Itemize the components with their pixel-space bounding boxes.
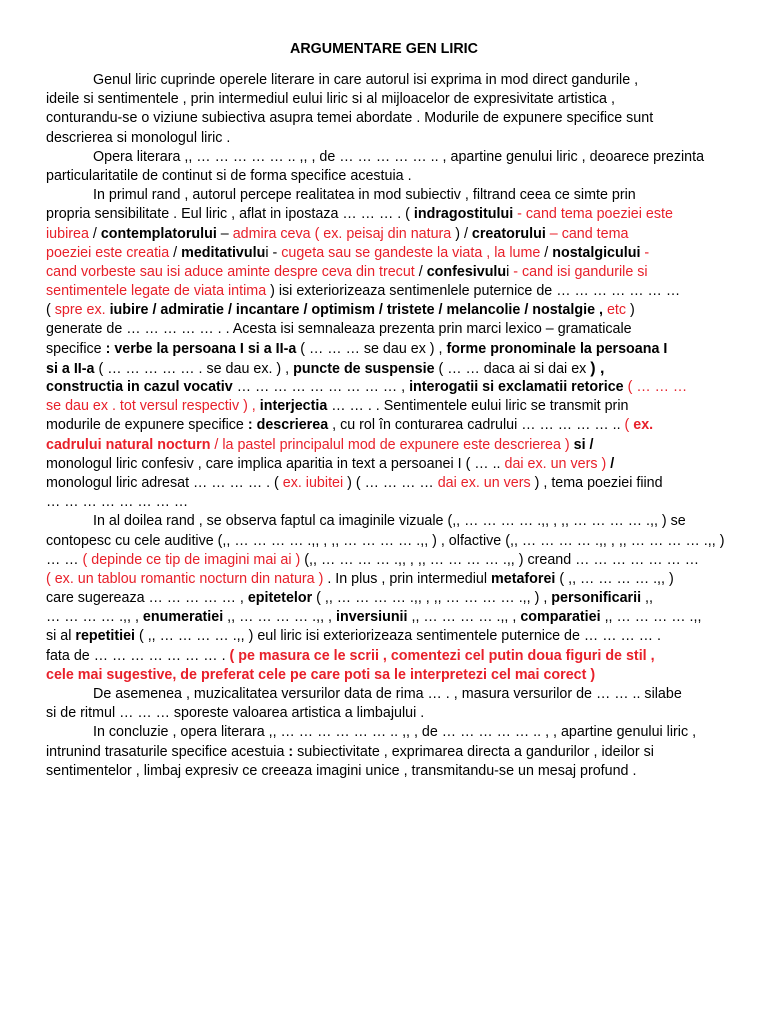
text-segment: / [88, 225, 101, 242]
bold-text: metaforei [491, 570, 556, 587]
text-line [46, 205, 725, 224]
text-line [46, 570, 725, 589]
hint-text: cadrului natural nocturn [46, 436, 211, 453]
text-segment: (,, … … … … .,, , ,, … … … … .,, ) creand … … … … … … … [300, 551, 700, 568]
bold-text: / [610, 455, 615, 472]
bold-text: personificarii [551, 590, 642, 607]
bold-text: : descrierea [247, 417, 329, 434]
text-segment: ) isi exteriorizeaza sentimenlele puternice de … … … … … … … [266, 283, 681, 300]
hint-text: ( depinde ce tip de imagini mai ai ) [82, 551, 301, 568]
text-line [46, 743, 725, 762]
text-segment: – [216, 225, 233, 242]
text-segment: ( ,, … … … … .,, , ,, … … … … .,, ) , [312, 590, 552, 607]
text-segment: In primul rand , autorul percepe realitatea in mod subiectiv , filtrand ceea ce simte prin [93, 187, 636, 204]
text-segment: ( … … … se dau ex ) , [296, 340, 447, 357]
text-line [46, 704, 725, 723]
text-line [46, 455, 725, 474]
hint-text: ex. [633, 417, 654, 434]
text-segment: fata de … … … … … … … . [46, 647, 230, 664]
text-segment: ( [46, 302, 55, 319]
text-segment: ,, … … … … .,, , [223, 609, 336, 626]
text-segment: si de ritmul … … … sporeste valoarea artistica a limbajului . [46, 705, 425, 722]
hint-text: ( … … … [627, 379, 688, 395]
text-segment: ( … … … … … . se dau ex. ) , [94, 360, 294, 377]
text-segment: … … … … … … … … [46, 494, 189, 511]
hint-text: - cand tema poeziei este [513, 206, 673, 223]
text-line [46, 167, 725, 186]
bold-text: puncte de suspensie [293, 360, 435, 377]
text-segment: propria sensibilitate . Eul liric , aflat in ipostaza … … … . ( [46, 206, 414, 223]
bold-text: : [288, 743, 294, 760]
text-segment: . In plus , prin intermediul [323, 570, 492, 587]
text-segment: ideile si sentimentele , prin intermediul eului liric si al mijloacelor de expresivitate artistica , [46, 91, 615, 108]
text-line [46, 532, 725, 551]
text-segment: / [414, 263, 427, 280]
hint-text: ( [624, 417, 634, 434]
bold-text: nostalgicului [552, 244, 641, 261]
text-line [46, 723, 725, 742]
bold-text: contemplatorului [100, 225, 217, 242]
text-segment: , cu rol în conturarea cadrului … … … … … .. [328, 417, 625, 434]
bold-text: ) , [590, 359, 605, 377]
text-line [46, 589, 725, 608]
text-line [46, 186, 725, 205]
text-line [46, 493, 725, 512]
text-segment: / [540, 244, 553, 261]
bold-text: epitetelor [247, 590, 313, 607]
text-segment: descrierea si monologul liric . [46, 129, 231, 146]
text-line [46, 647, 725, 666]
text-segment: Genul liric cuprinde operele literare in care autorul isi exprima in mod direct gandurile , [93, 72, 639, 88]
text-segment: sentimentelor , limbaj expresiv ce creeaza imagini unice , transmitandu-se un mesaj profund . [46, 762, 637, 779]
text-segment: In concluzie , opera literara ,, … … … … … … .. ,, , de … … … … … .. , , apartine genului liric , [93, 724, 697, 741]
text-line [46, 416, 725, 435]
text-segment: ) [626, 302, 635, 319]
text-segment: monologul liric adresat … … … … . ( [46, 474, 283, 491]
document-body [46, 71, 725, 781]
text-segment: ( ,, … … … … .,, ) [555, 570, 674, 587]
text-segment: ,, [641, 590, 653, 607]
text-line [46, 225, 725, 244]
text-line [46, 551, 725, 570]
text-segment: … … … … .,, , [46, 609, 143, 626]
hint-text: ex. iubitei [282, 474, 344, 491]
text-segment: In al doilea rand , se observa faptul ca imaginile vizuale (,, … … … … .,, , ,, … … … … .,, ) se [93, 513, 686, 530]
text-segment: / [169, 244, 182, 261]
text-line [46, 320, 725, 339]
hint-text: iubirea [46, 225, 89, 242]
text-segment: Opera literara ,, … … … … … .. ,, , de … … … … … .. , apartine genului liric , deoarece prezinta [93, 148, 705, 165]
text-line [46, 512, 725, 531]
hint-text: / la pastel principalul mod de expunere este descrierea ) [210, 436, 570, 453]
bold-text: enumeratiei [142, 609, 224, 626]
text-line [46, 109, 725, 128]
hint-text: ( ex. un tablou romantic nocturn din natura ) [46, 570, 324, 587]
hint-text: dai ex. un vers ) [504, 455, 607, 472]
text-line [46, 474, 725, 493]
document-title: ARGUMENTARE GEN LIRIC [290, 41, 478, 57]
text-line [46, 71, 725, 90]
hint-text: - [640, 244, 650, 261]
bold-text: si a II-a [46, 360, 95, 377]
text-line [46, 397, 725, 416]
text-segment: ( ,, … … … … .,, ) eul liric isi exteriorizeaza sentimentele puternice de … … … … . [135, 628, 661, 645]
text-segment: ,, … … … … .,, , [407, 609, 521, 626]
hint-text: ( pe masura ce le scrii , comentezi cel putin doua figuri de stil , [229, 647, 655, 664]
text-segment: si al [46, 628, 76, 645]
text-segment: conturandu-se o viziune subiectiva asupra temei abordate . Modurile de expunere specifice sunt [46, 110, 654, 127]
text-line [46, 244, 725, 263]
text-line [46, 90, 725, 109]
bold-text: si / [573, 436, 594, 453]
hint-text: poeziei este creatia [46, 244, 170, 261]
text-line [46, 359, 725, 378]
text-segment: … … … … … … … … … , [232, 379, 410, 395]
text-segment: … … [46, 551, 83, 568]
text-segment: generate de … … … … … . . Acesta isi semnaleaza prezenta prin marci lexico – gramaticale [46, 321, 632, 338]
hint-text: cand vorbeste sau isi aduce aminte despre ceva din trecut [46, 263, 415, 280]
text-line [46, 436, 725, 455]
text-line [46, 762, 725, 781]
hint-text: se dau ex . tot versul respectiv ) , [46, 398, 256, 415]
text-segment: ) , tema poeziei fiind [530, 474, 663, 491]
bold-text: indragostitului [413, 206, 514, 223]
text-segment: ) ( … … … … [343, 474, 438, 491]
hint-text: sentimentele legate de viata intima [46, 283, 267, 300]
text-line [46, 685, 725, 704]
text-segment: De asemenea , muzicalitatea versurilor data de rima … . , masura versurilor de … … .. silabe [93, 686, 682, 702]
bold-text: meditativulu [181, 244, 266, 261]
bold-text: confesivulu [426, 263, 507, 280]
text-segment: … … . . Sentimentele eului liric se transmit prin [327, 398, 629, 415]
hint-text: dai ex. un vers [437, 474, 531, 491]
text-segment: contopesc cu cele auditive (,, … … … … .,, , ,, … … … … .,, ) , olfactive (,, … … … … .,, , ,, … … … … .,, ) [46, 532, 725, 549]
hint-text: spre ex. [54, 302, 106, 319]
bold-text: : verbe la persoana I si a II-a [105, 340, 297, 357]
bold-text: iubire / admiratie / incantare / optimism / tristete / melancolie / nostalgie , [109, 302, 603, 319]
text-segment: i [506, 263, 510, 280]
text-segment: ) / [451, 225, 472, 242]
text-segment: ( … … daca ai si dai ex [434, 360, 591, 377]
text-line [46, 129, 725, 148]
bold-text: forme pronominale la persoana I [446, 340, 668, 357]
hint-text: – cand tema [545, 225, 629, 242]
bold-text: comparatiei [520, 609, 601, 626]
text-line [46, 301, 725, 320]
text-segment: subiectivitate , exprimarea directa a gandurilor , ideilor si [293, 743, 654, 760]
text-segment: modurile de expunere specifice [46, 417, 248, 434]
text-segment: care sugereaza … … … … … , [46, 590, 248, 607]
hint-text: - cand isi gandurile si [509, 263, 648, 280]
hint-text: cele mai sugestive, de preferat cele pe care poti sa le interpretezi cel mai corect ) [46, 666, 596, 683]
text-segment: particularitatile de continut si de forma specifice acestuia . [46, 167, 412, 184]
hint-text: cugeta sau se gandeste la viata , la lume [281, 244, 541, 261]
text-segment: intrunind trasaturile specifice acestuia [46, 743, 289, 760]
hint-text: etc [606, 302, 627, 319]
text-line [46, 666, 725, 685]
bold-text: constructia in cazul vocativ [46, 379, 233, 395]
text-line [46, 148, 725, 167]
text-segment: specifice [46, 340, 106, 357]
text-line [46, 378, 725, 397]
text-line [46, 627, 725, 646]
bold-text: inversiunii [336, 609, 408, 626]
text-segment: i - [265, 244, 282, 261]
bold-text: interogatii si exclamatii retorice [409, 379, 624, 395]
hint-text: admira ceva ( ex. peisaj din natura [232, 225, 452, 242]
bold-text: interjectia [259, 398, 328, 415]
text-line [46, 340, 725, 359]
text-segment: monologul liric confesiv , care implica aparitia in text a persoanei I ( … .. [46, 455, 505, 472]
bold-text: repetitiei [75, 628, 135, 645]
text-segment: ,, … … … … .,, [600, 609, 702, 626]
text-line [46, 282, 725, 301]
text-line [46, 263, 725, 282]
bold-text: creatorului [471, 225, 546, 242]
text-line [46, 608, 725, 627]
